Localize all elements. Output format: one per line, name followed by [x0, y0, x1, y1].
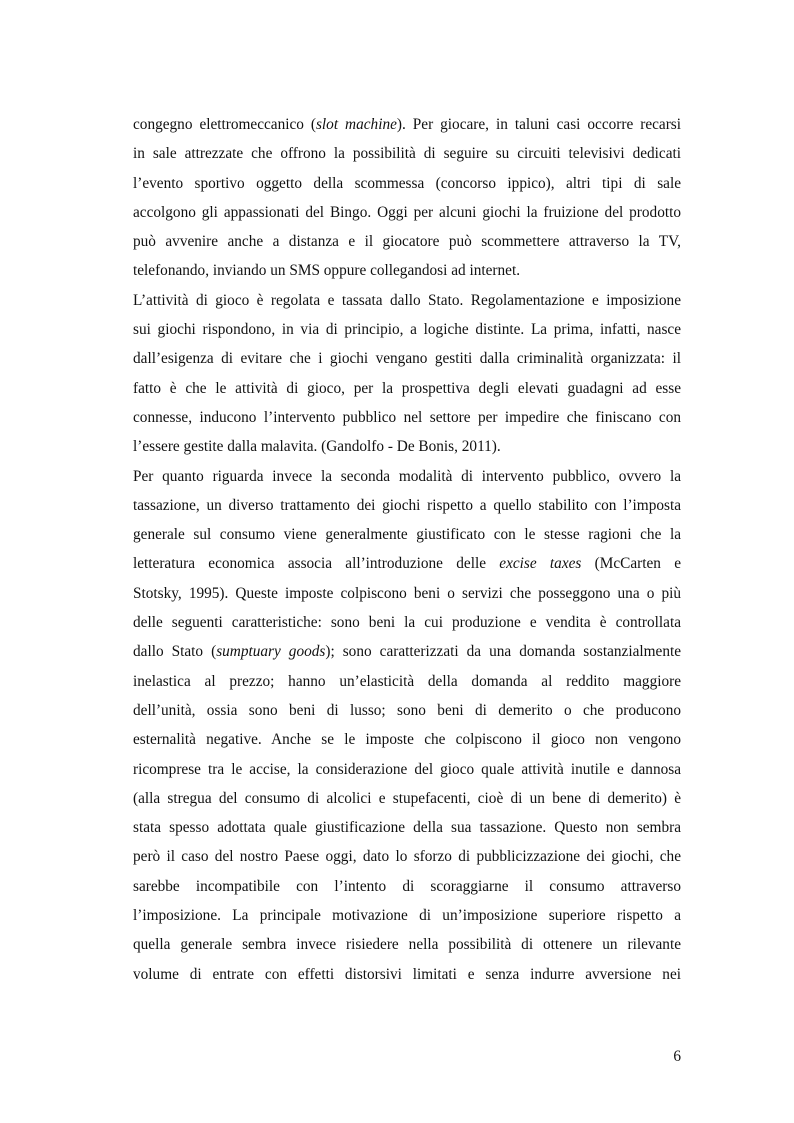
text-line [133, 491, 681, 520]
text-line [133, 286, 681, 315]
text-run: inelastica al prezzo; hanno un’elasticità della domanda al reddito maggiore [133, 672, 681, 690]
text-run: sarebbe incompatibile con l’intento di scoraggiarne il consumo attraverso [133, 877, 681, 895]
text-run: generale sul consumo viene generalmente giustificato con le stesse ragioni che la [133, 526, 681, 544]
text-line [133, 315, 681, 344]
text-line [133, 608, 681, 637]
text-run: (alla stregua del consumo di alcolici e stupefacenti, cioè di un bene di demerito) è [133, 789, 681, 807]
text-run: Per quanto riguarda invece la seconda modalità di intervento pubblico, ovvero la [133, 467, 681, 485]
text-run: (McCarten e [581, 555, 681, 573]
text-line [133, 960, 681, 989]
text-run: esternalità negative. Anche se le imposte che colpiscono il gioco non vengono [133, 731, 681, 749]
text-line [133, 227, 681, 256]
italic-text: slot machine [315, 116, 397, 133]
text-run: l’imposizione. La principale motivazione di un’imposizione superiore rispetto a [133, 907, 681, 925]
text-line [133, 374, 681, 403]
text-line [133, 403, 681, 432]
text-run: l’evento sportivo oggetto della scommessa (concorso ippico), altri tipi di sale [133, 174, 681, 192]
text-run: dall’esigenza di evitare che i giochi vengano gestiti dalla criminalità organizzata: il [133, 350, 681, 368]
text-run: volume di entrate con effetti distorsivi limitati e senza indurre avversione nei [133, 965, 681, 983]
text-run: letteratura economica associa all’introduzione delle [133, 555, 500, 573]
text-run: dallo Stato ( [133, 643, 217, 661]
text-run: congegno elettromeccanico ( [133, 116, 316, 133]
text-run: L’attività di gioco è regolata e tassata dallo Stato. Regolamentazione e imposizione [133, 291, 681, 309]
text-run: ). Per giocare, in taluni casi occorre recarsi [396, 116, 681, 133]
text-run: accolgono gli appassionati del Bingo. Oggi per alcuni giochi la fruizione del prodotto [133, 203, 681, 221]
text-line [133, 637, 681, 666]
italic-text: sumptuary goods [216, 643, 326, 661]
italic-text: excise taxes [499, 555, 582, 573]
text-run: stata spesso adottata quale giustificazione della sua tassazione. Questo non sembra [133, 819, 681, 837]
text-run: in sale attrezzate che offrono la possibilità di seguire su circuiti televisivi dedicati [133, 145, 681, 163]
text-line [133, 579, 681, 608]
text-run: ricomprese tra le accise, la considerazione del gioco quale attività inutile e dannosa [133, 760, 681, 778]
text-line [133, 667, 681, 696]
text-run: però il caso del nostro Paese oggi, dato lo sforzo di pubblicizzazione dei giochi, che [133, 848, 681, 866]
text-line [133, 813, 681, 842]
text-line [133, 725, 681, 754]
text-line [133, 169, 681, 198]
text-line [133, 344, 681, 373]
text-line [133, 755, 681, 784]
text-run: quella generale sembra invece risiedere nella possibilità di ottenere un rilevante [133, 936, 681, 954]
text-line [133, 520, 681, 549]
text-run: delle seguenti caratteristiche: sono beni la cui produzione e vendita è controllata [133, 614, 681, 632]
text-run: Stotsky, 1995). Queste imposte colpiscono beni o servizi che posseggono una o più [133, 584, 681, 602]
text-line [133, 256, 681, 285]
text-line [133, 784, 681, 813]
text-line [133, 930, 681, 959]
text-line [133, 432, 681, 461]
text-run: sui giochi rispondono, in via di principio, a logiche distinte. La prima, infatti, nasce [133, 321, 681, 339]
text-line [133, 872, 681, 901]
page-number: 6 [673, 1048, 681, 1065]
text-line [133, 696, 681, 725]
text-run: l’essere gestite dalla malavita. (Gandolfo - De Bonis, 2011). [133, 438, 501, 456]
text-line [133, 901, 681, 930]
text-line [133, 110, 681, 139]
body-text [133, 110, 681, 989]
text-run: fatto è che le attività di gioco, per la prospettiva degli elevati guadagni ad esse [133, 379, 681, 397]
text-run: può avvenire anche a distanza e il giocatore può scommettere attraverso la TV, [133, 233, 681, 251]
text-line [133, 549, 681, 578]
text-run: connesse, inducono l’intervento pubblico nel settore per impedire che finiscano con [133, 408, 681, 426]
text-run: telefonando, inviando un SMS oppure collegandosi ad internet. [133, 262, 521, 280]
text-line [133, 139, 681, 168]
text-run: ); sono caratterizzati da una domanda sostanzialmente [325, 643, 682, 661]
text-run: tassazione, un diverso trattamento dei giochi rispetto a quello stabilito con l’imposta [133, 496, 681, 514]
text-line [133, 842, 681, 871]
text-run: dell’unità, ossia sono beni di lusso; sono beni di demerito o che producono [133, 701, 681, 719]
text-line [133, 198, 681, 227]
text-line [133, 462, 681, 491]
